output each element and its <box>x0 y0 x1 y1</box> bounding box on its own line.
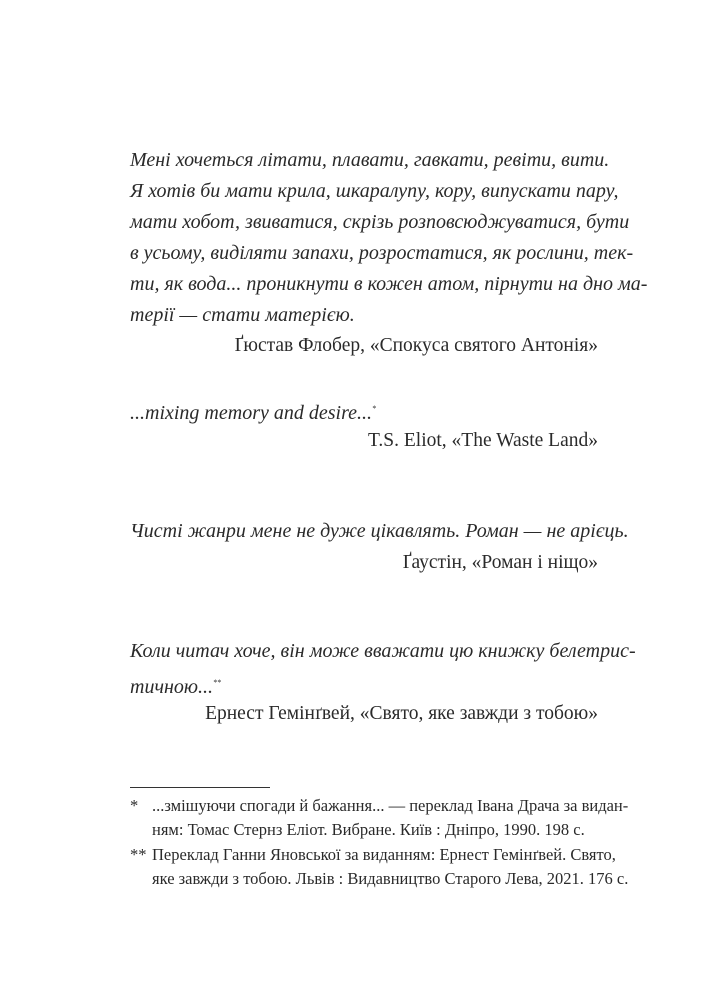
epigraph-line: Коли читач хоче, він може вважати цю книжку белетрис- <box>130 640 636 662</box>
footnote-mark[interactable]: ** <box>213 678 222 687</box>
epigraph-attribution: Ґаустін, «Роман і ніщо» <box>402 552 598 573</box>
footnote-line: ...змішуючи спогади й бажання... — переклад Івана Драча за видан- <box>152 796 629 815</box>
epigraph-line: Чисті жанри мене не дуже цікавлять. Роман — не арієць. <box>130 520 629 542</box>
epigraph-line: ти, як вода... проникнути в кожен атом, пірнути на дно ма- <box>130 273 648 295</box>
epigraph-line: ...mixing memory and desire... <box>130 402 372 424</box>
epigraph-line: терії — стати матерією. <box>130 304 355 326</box>
footnote-mark: ** <box>130 845 147 864</box>
epigraph-attribution: Ґюстав Флобер, «Спокуса святого Антонія» <box>234 335 598 356</box>
footnote-divider <box>130 787 270 788</box>
epigraph-attribution: Ернест Гемінґвей, «Свято, яке завжди з тобою» <box>205 703 598 724</box>
epigraph-line: тичною... <box>130 676 214 698</box>
footnote-line: Переклад Ганни Яновської за виданням: Ернест Гемінґвей. Свято, <box>152 845 616 864</box>
footnote-line: ням: Томас Стернз Еліот. Вибране. Київ : Дніпро, 1990. 198 с. <box>152 820 585 839</box>
epigraph-line: Мені хочеться літати, плавати, гавкати, ревіти, вити. <box>130 149 610 171</box>
epigraph-attribution: T.S. Eliot, «The Waste Land» <box>367 430 598 451</box>
footnote-mark: * <box>130 796 139 815</box>
epigraph-line: Я хотів би мати крила, шкаралупу, кору, випускати пару, <box>130 180 619 202</box>
footnote <box>130 845 629 893</box>
epigraph-line: в усьому, виділяти запахи, розростатися, як рослини, тек- <box>130 242 634 264</box>
epigraph-line: мати хобот, звиватися, скрізь розповсюджуватися, бути <box>130 211 630 233</box>
footnote-line: яке завжди з тобою. Львів : Видавництво Старого Лева, 2021. 176 с. <box>152 869 629 888</box>
footnote-mark[interactable]: * <box>372 404 376 413</box>
footnote <box>130 796 629 844</box>
